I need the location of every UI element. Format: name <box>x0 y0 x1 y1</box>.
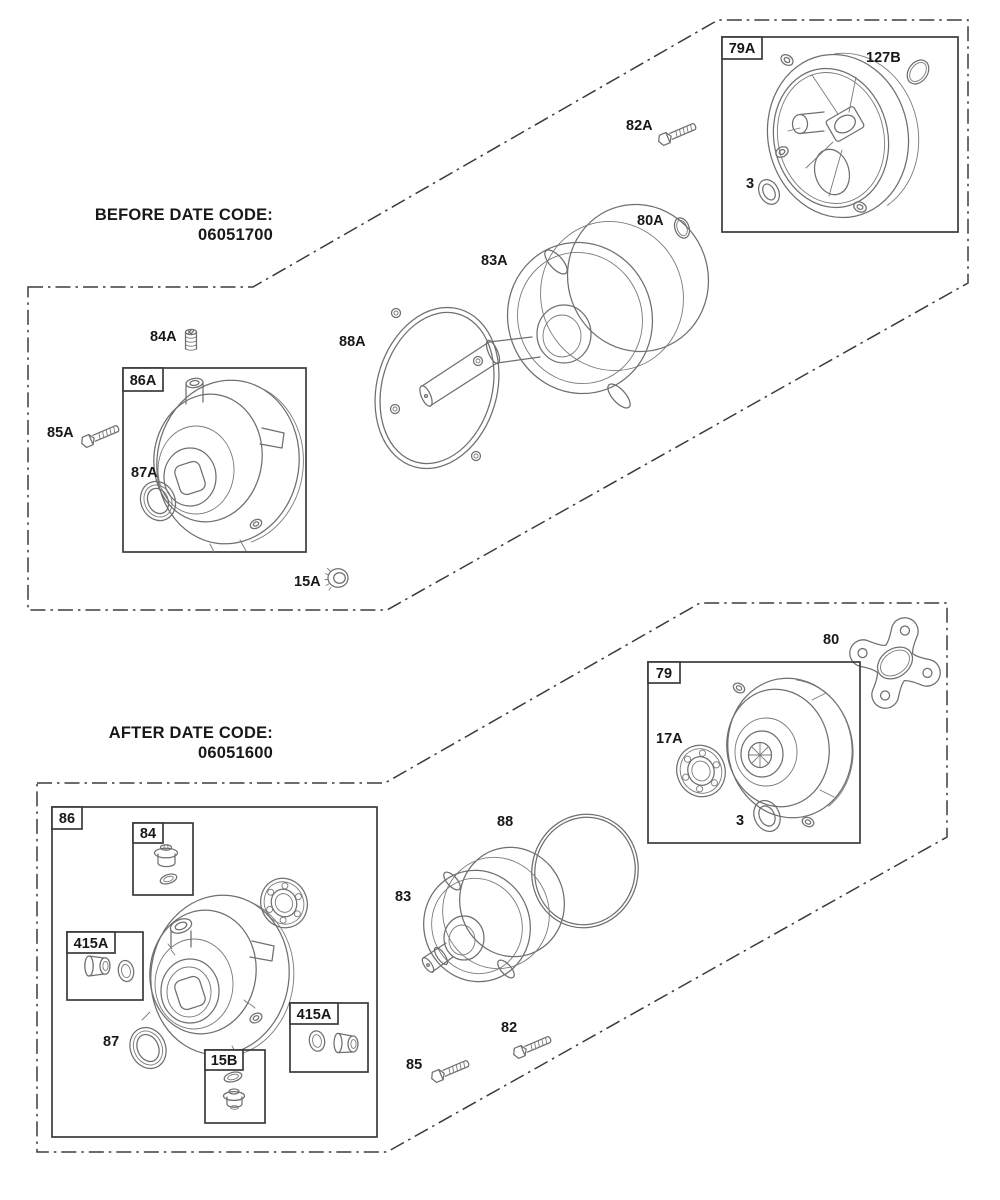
gear-cover-86-drawing <box>141 886 304 1064</box>
label-3-before: 3 <box>746 176 755 192</box>
bolt-82a <box>626 118 698 147</box>
gasket-88a <box>339 293 517 484</box>
plug-kit-415a-left <box>67 932 143 1000</box>
cover-assembly-79 <box>648 662 863 843</box>
label-3-after: 3 <box>736 813 745 829</box>
tag-label-86: 86 <box>58 811 76 827</box>
bearing-17a <box>656 731 733 804</box>
plug-15a <box>294 569 348 591</box>
housing-assembly-86 <box>52 807 377 1137</box>
set-screw-84a <box>150 329 197 350</box>
bolt-85a <box>47 423 121 449</box>
after-title-line2: 06051600 <box>197 744 273 762</box>
cover-assembly-86a <box>123 368 314 553</box>
label-88: 88 <box>497 814 514 830</box>
before-title-line2: 06051700 <box>197 226 273 244</box>
label-15a: 15A <box>294 574 321 590</box>
label-88a: 88A <box>339 334 366 350</box>
bolt-82 <box>501 1020 553 1060</box>
label-87a: 87A <box>131 465 158 481</box>
gasket-88 <box>497 803 650 939</box>
label-80a: 80A <box>637 213 664 229</box>
before-section-border <box>28 20 968 610</box>
tag-label-84: 84 <box>139 826 157 842</box>
tag-label-15b: 15B <box>210 1053 238 1069</box>
label-82: 82 <box>501 1020 518 1036</box>
tag-label-79: 79 <box>655 666 673 682</box>
assembly-box-79a <box>722 37 958 232</box>
cover-assembly-79a <box>722 37 958 232</box>
seal-3-before <box>746 176 783 208</box>
assembly-box-86 <box>52 807 377 1137</box>
label-80: 80 <box>823 632 840 648</box>
gear-cover-79a-drawing <box>752 40 932 231</box>
label-84a: 84A <box>150 329 177 345</box>
label-85: 85 <box>406 1057 423 1073</box>
ring-80a <box>637 213 692 240</box>
label-127b: 127B <box>866 50 901 66</box>
tag-label-415a-right: 415A <box>296 1007 332 1023</box>
label-83: 83 <box>395 889 412 905</box>
label-83a: 83A <box>481 253 508 269</box>
plug-kit-84 <box>133 823 193 895</box>
bearing-86-box <box>253 871 315 935</box>
label-85a: 85A <box>47 425 74 441</box>
after-title-line1: AFTER DATE CODE: <box>108 724 273 742</box>
gear-cover-86a-drawing <box>146 371 314 553</box>
tag-label-415a-left: 415A <box>73 936 109 952</box>
label-82a: 82A <box>626 118 653 134</box>
gear-cover-79-drawing <box>717 668 863 828</box>
tag-label-79a: 79A <box>728 41 756 57</box>
label-87: 87 <box>103 1034 120 1050</box>
oil-seal-87 <box>103 1022 173 1075</box>
before-title-line1: BEFORE DATE CODE: <box>94 206 273 224</box>
plug-kit-415a-right <box>290 1003 368 1072</box>
plug-kit-15b <box>205 1050 265 1123</box>
bolt-85 <box>406 1057 471 1084</box>
tag-label-86a: 86A <box>129 373 157 389</box>
gasket-80 <box>823 613 945 713</box>
label-17a: 17A <box>656 731 683 747</box>
worm-gear-83 <box>395 833 580 997</box>
